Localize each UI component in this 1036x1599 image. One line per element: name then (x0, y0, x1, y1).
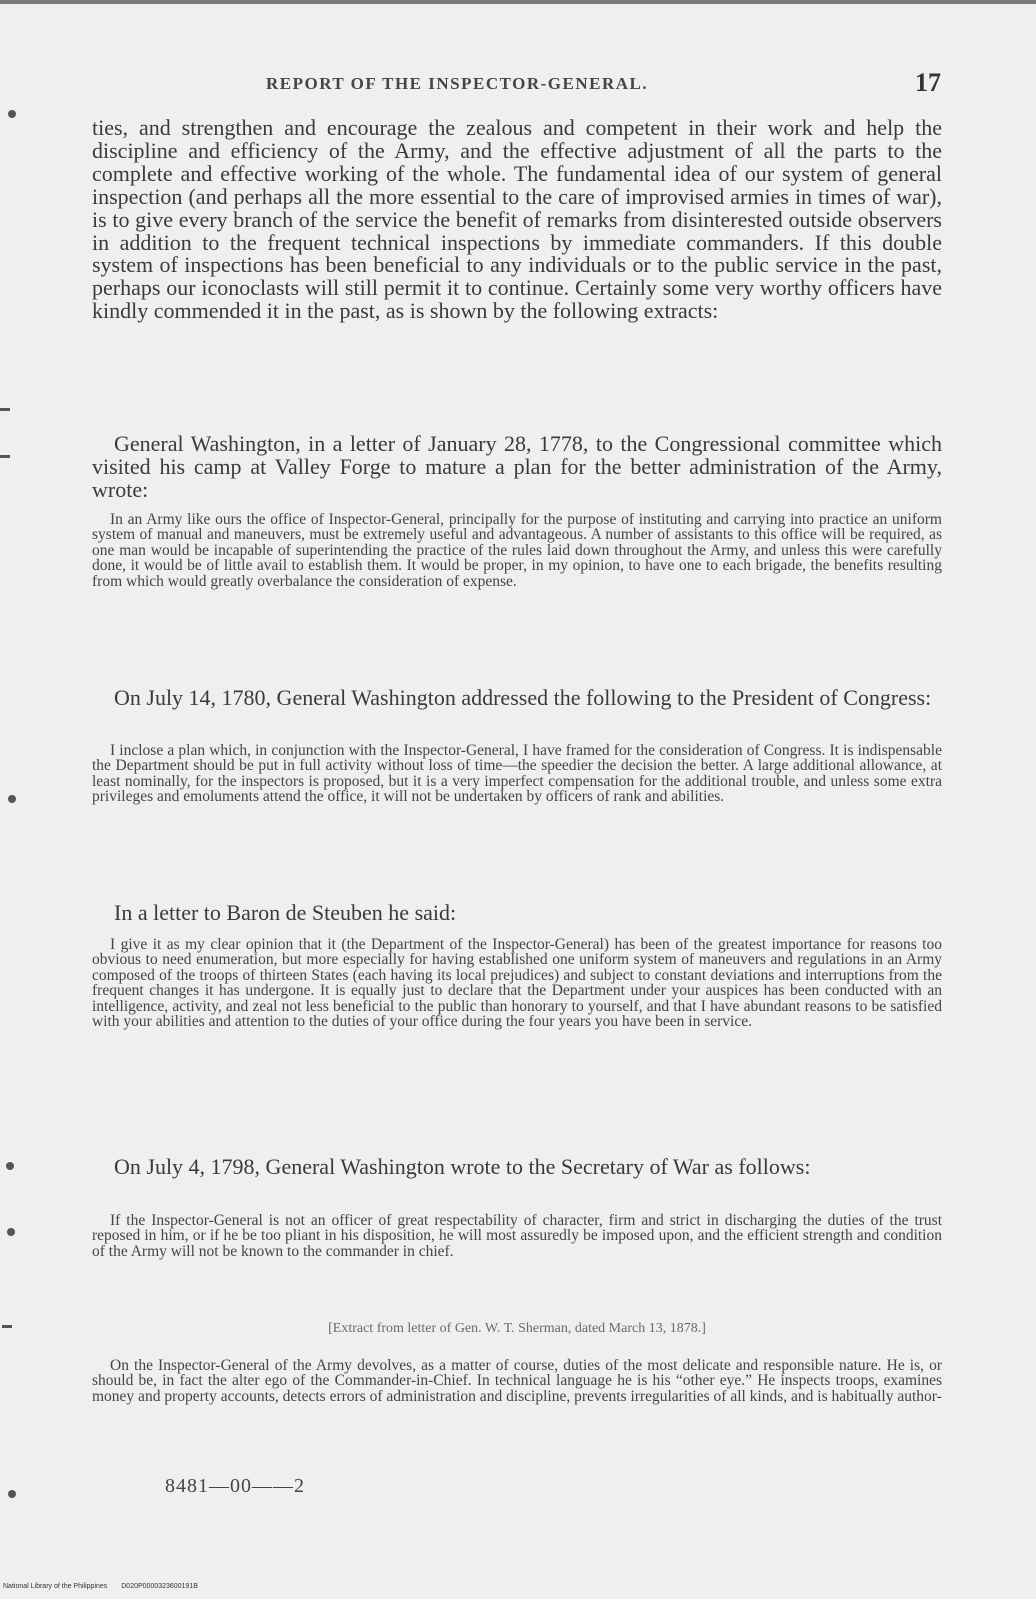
quote-text: I give it as my clear opinion that it (the Department of the Inspector-General) has been of the greatest importance for reasons too obvious to need enumeration, but more especially for having established one uniform system of maneuvers and regulations in an Army composed of the troops of thirteen States (each having its local prejudices) and subject to constant deviations and interruptions from the frequent changes it has undergone. It is equally just to declare that the Department under your auspices has been conducted with an intelligence, activity, and zeal not less beneficial to the public than honorary to yourself, and that I have abundant reasons to be satisfied with your abilities and attention to the duties of your office during the four years you have been in service. (92, 936, 942, 1031)
paragraph-steuben (92, 901, 942, 924)
paragraph-text: ties, and strengthen and encourage the zealous and competent in their work and help the discipline and efficiency of the Army, and the effective adjustment of all the parts to the complete and effective working of the whole. The fundamental idea of our system of general inspection (and perhaps all the more essential to the care of improvised armies in times of war), is to give every branch of the service the benefit of remarks from disinterested outside observers in addition to the frequent technical inspections by immediate commanders. If this double system of inspections has been beneficial to any individuals or to the public service in the past, perhaps our iconoclasts will still permit it to continue. Certainly some very worthy officers have kindly commended it in the past, as is shown by the following extracts: (92, 115, 942, 324)
quote-1798 (92, 1213, 942, 1259)
quote-1780 (92, 743, 942, 805)
margin-speck (8, 795, 16, 803)
header-title: REPORT OF THE INSPECTOR-GENERAL. (266, 74, 649, 93)
citation-sherman: [Extract from letter of Gen. W. T. Sherman, dated March 13, 1878.] (328, 1321, 706, 1336)
margin-speck (0, 408, 10, 411)
paragraph-washington-1780 (92, 686, 942, 709)
quote-text: If the Inspector-General is not an officer of great respectability of character, firm and strict in discharging the duties of the trust reposed in him, or if he be too pliant in his disposition, he will most assuredly be imposed upon, and the efficient strength and condition of the Army will not be known to the commander in chief. (92, 1212, 942, 1260)
page-number: 17 (915, 68, 941, 97)
quote-text: On the Inspector-General of the Army devolves, as a matter of course, duties of the most delicate and responsible nature. He is, or should be, in fact the alter ego of the Commander-in-Chief. In technical language he is his “other eye.” He inspects troops, examines money and property accounts, detects errors of administration and discipline, prevents irregularities of all kinds, and is habitually author- (92, 1357, 942, 1405)
margin-speck (6, 1162, 14, 1170)
signature-mark: 8481—00——2 (165, 1475, 305, 1497)
scan-top-edge (0, 0, 1036, 4)
quote-steuben (92, 937, 942, 1029)
paragraph-text: On July 14, 1780, General Washington addressed the following to the President of Congress: (114, 685, 932, 710)
paragraph-text: General Washington, in a letter of January 28, 1778, to the Congressional committee which visited his camp at Valley Forge to mature a plan for the better administration of the Army, wrote: (92, 431, 942, 502)
margin-speck (0, 455, 10, 458)
paragraph-text: In a letter to Baron de Steuben he said: (114, 900, 457, 925)
margin-speck (8, 1490, 16, 1498)
margin-speck (7, 1228, 15, 1236)
margin-speck (2, 1325, 12, 1328)
credit-id: D020P0000323600191B (121, 1583, 198, 1590)
quote-1778 (92, 512, 942, 589)
scan-credit (3, 1583, 210, 1590)
quote-text: I inclose a plan which, in conjunction with the Inspector-General, I have framed for the consideration of Congress. It is indispensable the Department should be put in full activity without loss of time—the speedier the decision the better. A large additional allowance, at least nominally, for the inspectors is proposed, but it is a very imperfect compensation for the additional trouble, and unless some extra privileges and emoluments attend the office, it will not be undertaken by officers of rank and abilities. (92, 742, 942, 806)
margin-speck (8, 110, 16, 118)
running-header (266, 70, 941, 106)
credit-library: National Library of the Philippines (3, 1583, 108, 1590)
quote-text: In an Army like ours the office of Inspector-General, principally for the purpose of instituting and carrying into practice an uniform system of manual and maneuvers, must be extremely useful and advantageous. A number of assistants to this office will be required, as one man would be incapable of superintending the practice of the rules laid down throughout the Army, and unless this were carefully done, it would be of little avail to establish them. It would be proper, in my opinion, to have one to each brigade, the benefits resulting from which would greatly overbalance the consideration of expense. (92, 511, 942, 590)
paragraph-text: On July 4, 1798, General Washington wrote to the Secretary of War as follows: (114, 1154, 811, 1179)
paragraph-opening (92, 117, 942, 323)
paragraph-washington-1778 (92, 432, 942, 501)
quote-sherman (92, 1358, 942, 1404)
paragraph-washington-1798 (92, 1155, 942, 1178)
